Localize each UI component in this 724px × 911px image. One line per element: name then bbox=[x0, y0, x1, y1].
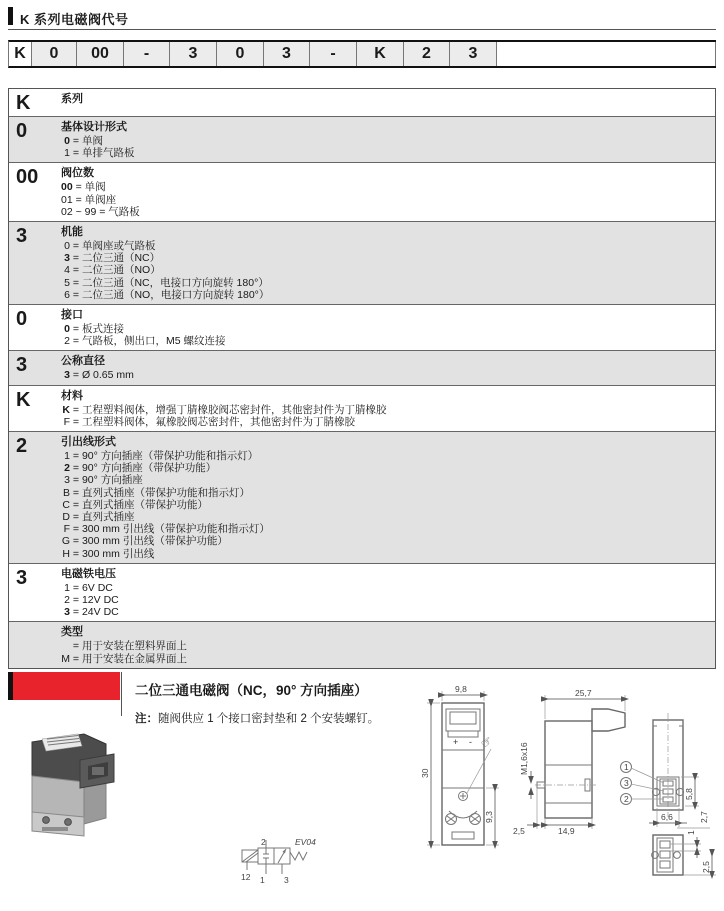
code-cell: 3 bbox=[170, 42, 217, 66]
row-code: 0 bbox=[16, 120, 28, 142]
row-option: 1 = 6V DC bbox=[64, 581, 113, 594]
code-table-row bbox=[9, 622, 715, 667]
row-code: 3 bbox=[16, 566, 28, 589]
code-cell: - bbox=[124, 42, 170, 66]
row-code: K bbox=[16, 92, 31, 114]
row-description bbox=[61, 355, 715, 381]
product-heading: 二位三通电磁阀（NC，90° 方向插座） bbox=[135, 683, 368, 698]
row-heading: 基体设计形式 bbox=[61, 121, 127, 133]
note-text: 随阀供应 1 个接口密封垫和 2 个安装螺钉。 bbox=[158, 713, 380, 725]
row-description bbox=[61, 93, 715, 113]
row-option: H = 300 mm 引出线 bbox=[62, 547, 155, 560]
dim-detail-pin: 1 bbox=[686, 830, 696, 835]
title-accent-bar bbox=[8, 7, 13, 25]
row-description bbox=[61, 436, 715, 560]
code-cell: 3 bbox=[450, 42, 497, 66]
row-option: F = 300 mm 引出线（带保护功能和指示灯） bbox=[63, 523, 270, 536]
side-view-drawing bbox=[513, 688, 625, 836]
row-option: G = 300 mm 引出线（带保护功能） bbox=[61, 535, 228, 548]
dim-front-width: 9,8 bbox=[455, 684, 467, 694]
dim-side-width: 25,7 bbox=[575, 688, 592, 698]
row-option: C = 直列式插座（带保护功能） bbox=[62, 498, 208, 511]
dim-side-thread: M1,6x16 bbox=[519, 742, 529, 775]
row-heading: 类型 bbox=[61, 626, 83, 639]
row-option: 6 = 二位三通（NO，电接口方向旋转 180°） bbox=[64, 288, 270, 301]
note-label: 注： bbox=[135, 713, 158, 725]
code-table bbox=[8, 88, 716, 669]
row-option: 3 = 90° 方向插座 bbox=[64, 474, 143, 487]
accent-red-strip bbox=[13, 672, 120, 700]
row-option: 3 = Ø 0.65 mm bbox=[64, 369, 134, 382]
dim-side-base: 14,9 bbox=[558, 826, 575, 836]
row-option: D = 直列式插座 bbox=[62, 511, 135, 524]
code-cell: K bbox=[357, 42, 404, 66]
row-description bbox=[61, 309, 715, 347]
code-cell: 0 bbox=[32, 42, 77, 66]
svg-text:-: - bbox=[469, 737, 472, 747]
page-title: K 系列电磁阀代号 bbox=[20, 12, 129, 27]
section-divider-line bbox=[121, 672, 122, 716]
row-option: 02 ~ 99 = 气路板 bbox=[61, 205, 140, 218]
product-note bbox=[135, 710, 379, 726]
row-option: 0 = 单阀 bbox=[64, 135, 103, 147]
row-code: 3 bbox=[16, 225, 28, 248]
dim-detail-pitch: 2,7 bbox=[699, 811, 709, 823]
dim-rear-width: 6,6 bbox=[661, 812, 673, 822]
row-option: 3 = 二位三通（NC） bbox=[64, 252, 161, 265]
callout-3: 3 bbox=[624, 778, 629, 788]
ordering-code-row bbox=[8, 40, 716, 68]
code-table-row bbox=[9, 432, 715, 564]
row-option: 3 = 24V DC bbox=[64, 606, 119, 619]
code-table-row bbox=[9, 222, 715, 305]
row-code: 2 bbox=[16, 435, 28, 458]
row-description bbox=[61, 121, 715, 159]
row-code: 3 bbox=[16, 354, 28, 377]
port-3-label: 3 bbox=[284, 875, 289, 885]
row-description bbox=[61, 167, 715, 218]
row-description bbox=[61, 568, 715, 619]
rear-view-drawing bbox=[621, 713, 700, 827]
row-heading: 系列 bbox=[61, 93, 83, 105]
row-option: 1 = 单排气路板 bbox=[64, 147, 135, 160]
row-option: 0 = 板式连接 bbox=[64, 323, 124, 336]
row-option: B = 直列式插座（带保护功能和指示灯） bbox=[62, 486, 250, 499]
port-12-label: 12 bbox=[241, 872, 251, 882]
callout-1: 1 bbox=[624, 762, 629, 772]
row-option: 2 = 气路板，侧出口，M5 螺纹连接 bbox=[64, 335, 226, 348]
port-1-label: 1 bbox=[260, 875, 265, 885]
row-option: 00 = 单阀 bbox=[61, 181, 106, 194]
code-table-row bbox=[9, 89, 715, 117]
row-option: F = 工程塑料阀体，氟橡胶阀芯密封件，其他密封件为丁腈橡胶 bbox=[63, 415, 355, 428]
dim-front-height: 30 bbox=[420, 768, 430, 778]
code-cell bbox=[497, 42, 716, 66]
code-cell: 3 bbox=[264, 42, 310, 66]
code-cell: 00 bbox=[77, 42, 124, 66]
row-heading: 公称直径 bbox=[61, 355, 105, 368]
row-code: K bbox=[16, 388, 31, 411]
front-view-drawing bbox=[420, 684, 499, 845]
row-code: 00 bbox=[16, 166, 39, 189]
dim-side-offset: 2,5 bbox=[513, 826, 525, 836]
row-option: 5 = 二位三通（NC，电接口方向旋转 180°） bbox=[64, 276, 269, 289]
code-cell: - bbox=[310, 42, 357, 66]
technical-drawings bbox=[415, 683, 724, 911]
row-option: 4 = 二位三通（NO） bbox=[64, 264, 161, 277]
pneumatic-symbol bbox=[233, 836, 343, 888]
row-option: 0 = 单阀座或气路板 bbox=[64, 240, 156, 253]
code-table-row bbox=[9, 351, 715, 385]
row-option: = 用于安装在塑料界面上 bbox=[70, 640, 187, 653]
code-cell: 0 bbox=[217, 42, 264, 66]
row-code bbox=[9, 626, 61, 664]
code-cell: 2 bbox=[404, 42, 450, 66]
row-heading: 接口 bbox=[61, 309, 83, 322]
section-accent-bar bbox=[8, 672, 120, 700]
hand-pointer-icon: ☞ bbox=[477, 732, 496, 752]
code-table-row bbox=[9, 163, 715, 222]
code-cell: K bbox=[9, 42, 32, 66]
row-option: K = 工程塑料阀体，增强丁腈橡胶阀芯密封件，其他密封件为丁腈橡胶 bbox=[62, 403, 387, 416]
code-table-row bbox=[9, 117, 715, 163]
dim-rear-height: 5,8 bbox=[684, 788, 694, 800]
row-description bbox=[61, 626, 715, 664]
row-heading: 引出线形式 bbox=[61, 436, 116, 449]
row-description bbox=[61, 390, 715, 428]
port-2-label: 2 bbox=[261, 837, 266, 847]
dim-front-lower: 9,3 bbox=[484, 811, 494, 823]
header-divider bbox=[8, 29, 716, 30]
product-photo bbox=[12, 720, 124, 840]
svg-text:+: + bbox=[453, 737, 459, 747]
callout-2: 2 bbox=[624, 794, 629, 804]
code-table-row bbox=[9, 564, 715, 623]
row-heading: 材料 bbox=[61, 389, 83, 402]
row-option: 1 = 90° 方向插座（带保护功能和指示灯） bbox=[64, 450, 259, 463]
row-heading: 机能 bbox=[61, 226, 83, 239]
row-option: 2 = 12V DC bbox=[64, 594, 119, 607]
code-table-row bbox=[9, 386, 715, 432]
dim-detail-edge: 2,5 bbox=[701, 861, 711, 873]
row-option: 2 = 90° 方向插座（带保护功能） bbox=[64, 462, 217, 475]
row-description bbox=[61, 226, 715, 301]
row-option: M = 用于安装在金属界面上 bbox=[61, 652, 187, 665]
row-code: 0 bbox=[16, 308, 28, 331]
row-heading: 电磁铁电压 bbox=[61, 567, 116, 580]
symbol-code-label: EV04 bbox=[295, 837, 316, 847]
code-table-row bbox=[9, 305, 715, 351]
row-option: 01 = 单阀座 bbox=[61, 193, 117, 206]
row-heading: 阀位数 bbox=[61, 167, 94, 180]
